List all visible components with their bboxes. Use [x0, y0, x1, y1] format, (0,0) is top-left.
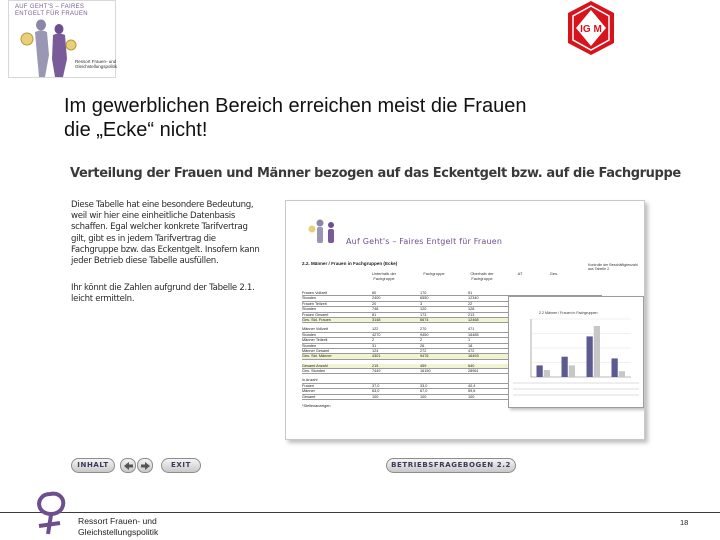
cell-value: 2 [372, 338, 375, 343]
cell-value: 28961 [468, 369, 479, 374]
row-label: Männer Teilzeit [302, 338, 328, 343]
cell-value: 40,4 [468, 383, 476, 388]
page-number: 18 [680, 518, 689, 527]
chart-bar [594, 326, 600, 377]
cell-value: 59,6 [468, 389, 476, 394]
cell-value: 16493 [468, 354, 479, 359]
arrow-left-icon [123, 461, 134, 471]
cell-value: 170 [420, 291, 427, 295]
column-header: Ges. [549, 271, 559, 276]
cell-value: 1 [468, 338, 471, 343]
row-label: Gesamt [302, 394, 316, 399]
cell-value: 4270 [372, 332, 381, 337]
cell-value: 4301 [372, 354, 381, 359]
row-label: Stunden [302, 296, 317, 301]
cell-value: 124 [372, 348, 379, 353]
previous-button[interactable] [120, 458, 136, 473]
row-label: Männer Vollzeit [302, 327, 328, 332]
cell-value: 16485 [468, 332, 479, 337]
cell-value: 471 [468, 327, 475, 332]
row-label: Männer [302, 389, 315, 394]
column-header: Unterhalb der Fachgruppe [371, 271, 397, 281]
footer-department [78, 516, 158, 538]
row-label: Frauen [302, 383, 315, 388]
footnote-text: *Stellenanzeigen [302, 404, 331, 409]
cell-value: 81 [372, 312, 377, 317]
project-logo [8, 0, 116, 78]
betriebsfragebogen-button[interactable]: BETRIEBSFRAGEBOGEN 2.2 [386, 458, 516, 473]
cell-value: 215 [372, 363, 379, 368]
row-label: Stunden [302, 332, 317, 337]
arrow-right-icon [140, 461, 151, 471]
cell-value: 122 [372, 327, 379, 332]
cell-value: 459 [420, 363, 427, 368]
thumbnail-table-title: 2.2. Männer / Frauen in Fachgruppen (Ecke) [302, 261, 398, 266]
cell-value: 6550 [420, 296, 429, 301]
venus-symbol-icon [30, 488, 70, 540]
cell-value: 213 [468, 312, 475, 317]
document-paragraph-1: Diese Tabelle hat eine besondere Bedeutung, weil wir hier eine einheitliche Datenbasis schaffen. Egal welcher konkrete Tarifvertrag gilt, gibt es in jedem Tarifvertrag die Fachgruppe bzw. das Eckentgelt. Insofern kann jeder Betrieb diese Tabelle ausfüllen. [71, 200, 260, 267]
cell-value: 128 [468, 307, 475, 312]
cell-value: 60 [372, 291, 377, 295]
row-label: Ges. Std. Männer [302, 354, 332, 359]
cell-value: 16150 [420, 369, 431, 374]
cell-value: 37,0 [372, 383, 380, 388]
cell-value: 31 [372, 343, 377, 348]
ig-logo-letters: IG M [580, 24, 602, 35]
row-label: Stunden [302, 307, 317, 312]
footer-divider [0, 512, 720, 513]
cell-value: 173 [420, 312, 427, 317]
slide-title [64, 94, 684, 142]
questionnaire-thumbnail[interactable] [285, 200, 645, 440]
document-heading: Verteilung der Frauen und Männer bezogen auf das Eckentgelt bzw. auf die Fachgruppe [70, 166, 681, 181]
footer-line-1: Ressort Frauen- und [78, 516, 157, 526]
thumbnail-banner: Auf Geht's – Faires Entgelt für Frauen [346, 237, 503, 246]
share-label: in Anzahl [302, 378, 318, 383]
chart-bar [619, 371, 625, 377]
row-label: Frauen Teilzeit [302, 301, 327, 306]
bar-chart [509, 297, 645, 409]
chart-bar [569, 365, 575, 377]
cell-value: 3148 [372, 317, 381, 322]
cell-value: 20 [372, 301, 377, 306]
chart-bar [537, 365, 543, 377]
chart-bar [544, 370, 550, 377]
thumbnail-column-headers [302, 271, 602, 281]
column-header: Oberhalb der Fachgruppe [470, 271, 494, 281]
chart-bar [612, 358, 618, 377]
cell-value: 22 [468, 301, 473, 306]
cell-value: 26 [420, 343, 425, 348]
thumbnail-logo-icon [306, 215, 346, 245]
cell-value: 120 [420, 307, 427, 312]
chart-bar [587, 336, 593, 377]
document-paragraph-2: Ihr könnt die Zahlen aufgrund der Tabelle 2.1. leicht ermitteln. [71, 283, 255, 305]
chart-overlay [508, 296, 644, 408]
inhalt-button[interactable]: INHALT [71, 458, 115, 473]
cell-value: 2400 [372, 296, 381, 301]
cell-value: 640 [468, 363, 475, 368]
exit-button[interactable]: EXIT [161, 458, 201, 473]
cell-value: 9450 [420, 332, 429, 337]
cell-value: 100 [372, 394, 379, 399]
cell-value: 2 [420, 338, 423, 343]
cell-value: 33,0 [420, 383, 428, 388]
row-label: Frauen Gesamt [302, 312, 329, 317]
chart-title: 2.2 Männer / Frauen in Fachgruppen [539, 311, 598, 315]
cell-value: 67,0 [420, 389, 428, 394]
cell-value: 272 [420, 348, 427, 353]
figures-icon [19, 15, 79, 77]
row-label: Ges. Std. Frauen [302, 317, 331, 322]
cell-value: 3 [420, 301, 423, 306]
row-label: Frauen Vollzeit [302, 291, 328, 295]
thumbnail-control-note: Kontrolle der Beschäftigtenzahl aus Tabelle 2. [588, 263, 638, 272]
cell-value: 748 [372, 307, 379, 312]
slide-title-line-1: Im gewerblichen Bereich erreichen meist die Frauen [64, 95, 527, 117]
slide-title-line-2: die „Ecke“ nicht! [64, 119, 208, 141]
cell-value: 7449 [372, 369, 381, 374]
project-logo-subtitle: Ressort Frauen- und Gleichstellungspolitik [75, 59, 118, 69]
next-button[interactable] [137, 458, 153, 473]
footer-line-2: Gleichstellungspolitik [78, 527, 159, 537]
project-logo-title: AUF GEHT'S – FAIRES ENTGELT FÜR FRAUEN [15, 4, 88, 17]
cell-value: 18 [468, 343, 473, 348]
cell-value: 270 [420, 327, 427, 332]
cell-value: 100 [420, 394, 427, 399]
column-header: Fachgruppe [423, 271, 445, 276]
chart-bar [562, 357, 568, 377]
cell-value: 12340 [468, 296, 479, 301]
cell-value: 100 [468, 394, 475, 399]
row-label: Stunden [302, 343, 317, 348]
column-header: AT [517, 271, 523, 276]
row-label: Ges. Stunden [302, 369, 326, 374]
cell-value: 63,0 [372, 389, 380, 394]
cell-value: 12468 [468, 317, 479, 322]
cell-value: 51 [468, 291, 473, 295]
cell-value: 9476 [420, 354, 429, 359]
cell-value: 6674 [420, 317, 429, 322]
ig-metall-logo [566, 0, 616, 56]
row-label: Männer Gesamt [302, 348, 330, 353]
cell-value: 472 [468, 348, 475, 353]
row-label: Gesamt Anzahl [302, 363, 328, 368]
